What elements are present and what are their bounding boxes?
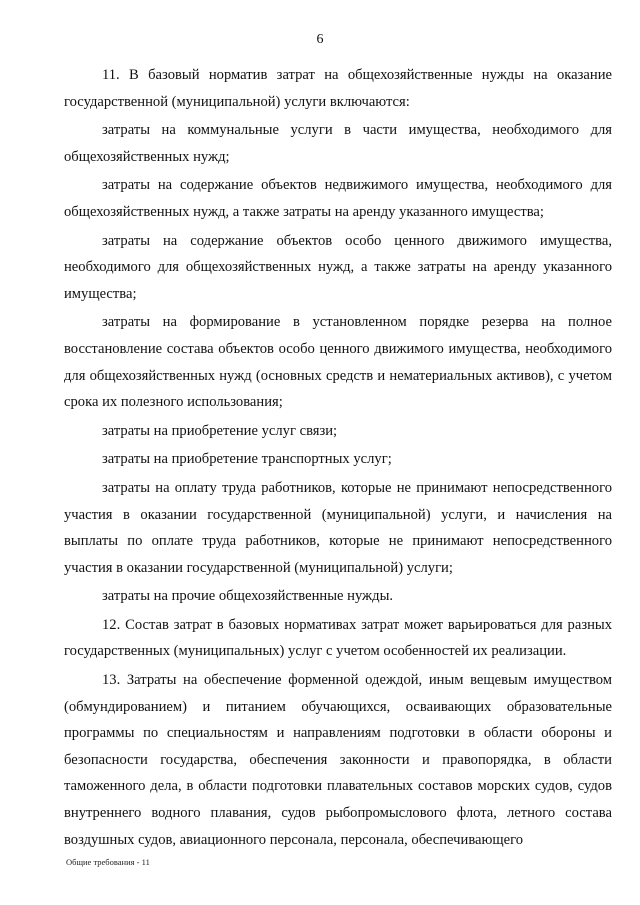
paragraph-other: затраты на прочие общехозяйственные нужды. [102,588,394,605]
paragraph-communication: затраты на приобретение услуг связи; [102,422,338,439]
paragraph-transport: затраты на приобретение транспортных услуг; [102,451,392,468]
paragraph-real-estate: затраты на содержание объектов недвижимого имущества, необходимого для общехозяйственных нужд, а также затраты на аренду указанного имущества; [64,177,612,220]
footer-note: Общие требования - 11 [66,857,150,867]
paragraph-reserve: затраты на формирование в установленном порядке резерва на полное восстановление состава объектов особо ценного движимого имущества, необходимого для общехозяйственных нужд (основных средств и нематериальных активов), с учетом срока их полезного использования; [64,314,612,411]
paragraph-12: 12. Состав затрат в базовых нормативах затрат может варьироваться для разных государственных (муниципальных) услуг с учетом особенностей их реализации. [64,616,612,660]
document-body [64,62,612,853]
paragraph-11: 11. В базовый норматив затрат на общехозяйственные нужды на оказание государственной (муниципальной) услуги включаются: [64,67,612,110]
paragraph-movable-property: затраты на содержание объектов особо ценного движимого имущества, необходимого для общехозяйственных нужд, а также затраты на аренду указанного имущества; [64,232,612,302]
paragraph-13: 13. Затраты на обеспечение форменной одеждой, иным вещевым имуществом (обмундированием) и питанием обучающихся, осваивающих образовательные программы по специальностям и направлениям подготовки в области обороны и безопасности государства, обеспечения законности и правопорядка, в области таможенного дела, в области подготовки плавательных составов морских судов, судов внутреннего водного плавания, судов рыбопромыслового флота, летного состава воздушных судов, авиационного персонала, персонала, обеспечивающего [64,672,612,848]
paragraph-utilities: затраты на коммунальные услуги в части имущества, необходимого для общехозяйственных нужд; [64,122,612,165]
page-number: 6 [316,32,324,47]
paragraph-salaries: затраты на оплату труда работников, которые не принимают непосредственного участия в оказании государственной (муниципальной) услуги, и начисления на выплаты по оплате труда работников, которые не принимают непосредственного участия в оказании государственной (муниципальной) услуги; [64,479,612,576]
